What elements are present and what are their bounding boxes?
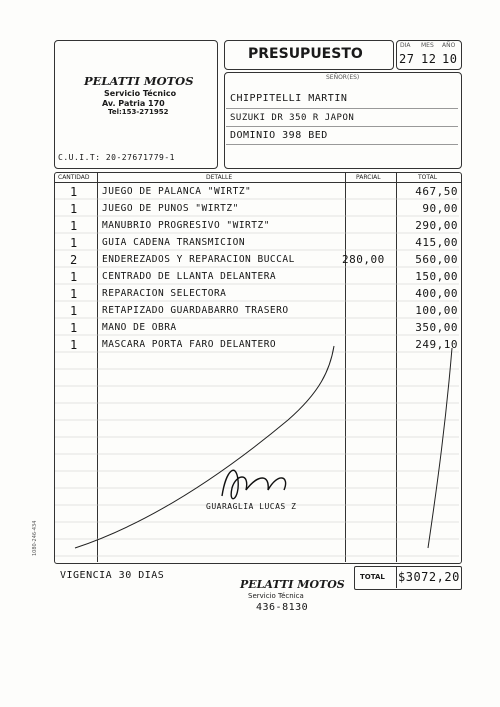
company-subtitle: Servicio Técnico — [104, 89, 177, 98]
client-name: CHIPPITELLI MARTIN — [230, 93, 348, 104]
client-label: SEÑOR(ES) — [326, 74, 360, 81]
company-address: Av. Patria 170 — [102, 99, 165, 108]
table-row — [56, 320, 462, 336]
date-month: 12 — [421, 52, 437, 66]
row-total: 290,00 — [415, 219, 458, 232]
date-label-year: AÑO — [442, 42, 456, 49]
date-label-month: MES — [421, 42, 434, 49]
table-row — [56, 201, 462, 217]
row-detail: ENDEREZADOS Y REPARACION BUCCAL — [102, 254, 295, 265]
header-partial: PARCIAL — [356, 174, 381, 181]
date-day: 27 — [399, 52, 415, 66]
header-qty: CANTIDAD — [58, 174, 90, 181]
total-label: TOTAL — [360, 573, 385, 581]
row-total: 249,10 — [415, 338, 458, 351]
row-qty: 1 — [70, 202, 78, 216]
stamp-phone: 436-8130 — [256, 602, 309, 613]
row-detail: CENTRADO DE LLANTA DELANTERA — [102, 271, 277, 282]
row-detail: MANO DE OBRA — [102, 322, 177, 333]
cancel-stroke — [75, 346, 334, 548]
row-qty: 1 — [70, 304, 78, 318]
table-row — [56, 337, 462, 353]
row-qty: 1 — [70, 338, 78, 352]
table-row — [56, 269, 462, 285]
table-row — [56, 184, 462, 200]
row-qty: 1 — [70, 287, 78, 301]
table-row — [56, 218, 462, 234]
row-detail: JUEGO DE PALANCA "WIRTZ" — [102, 186, 252, 197]
client-plate: DOMINIO 398 BED — [230, 130, 328, 141]
row-total: 400,00 — [415, 287, 458, 300]
table-row — [56, 286, 462, 302]
table-row — [56, 235, 462, 251]
row-detail: MASCARA PORTA FARO DELANTERO — [102, 339, 277, 350]
header-detail: DETALLE — [206, 174, 233, 181]
row-total: 350,00 — [415, 321, 458, 334]
row-qty: 1 — [70, 185, 78, 199]
row-total: 150,00 — [415, 270, 458, 283]
company-cuit: C.U.I.T: 20-27671779-1 — [58, 153, 175, 162]
validity-note: VIGENCIA 30 DIAS — [60, 570, 165, 581]
stamp-sub: Servicio Técnica — [248, 592, 304, 600]
row-detail: MANUBRIO PROGRESIVO "WIRTZ" — [102, 220, 270, 231]
client-vehicle: SUZUKI DR 350 R JAPON — [230, 113, 355, 123]
row-total: 467,50 — [415, 185, 458, 198]
row-total: 560,00 — [415, 253, 458, 266]
row-detail: REPARACION SELECTORA — [102, 288, 227, 299]
date-label-day: DIA — [400, 42, 411, 49]
row-qty: 1 — [70, 219, 78, 233]
row-detail: RETAPIZADO GUARDABARRO TRASERO — [102, 305, 289, 316]
row-qty: 2 — [70, 253, 78, 267]
signature-name: GUARAGLIA LUCAS Z — [206, 502, 297, 511]
side-code: 1080-246-434 — [32, 520, 38, 556]
table-row — [56, 252, 462, 268]
table-row — [56, 303, 462, 319]
row-total: 100,00 — [415, 304, 458, 317]
total-value: $3072,20 — [398, 570, 460, 584]
row-detail: GUIA CADENA TRANSMICIÓN — [102, 237, 246, 248]
date-year: 10 — [442, 52, 458, 66]
company-phone: Tel:153-271952 — [108, 108, 169, 116]
row-qty: 1 — [70, 321, 78, 335]
stamp-name: PELATTI MOTOS — [240, 578, 345, 591]
row-detail: JUEGO DE PUÑOS "WIRTZ" — [102, 203, 239, 214]
cancel-stroke-right — [428, 348, 452, 548]
row-partial: 280,00 — [342, 253, 385, 266]
header-total: TOTAL — [418, 174, 438, 181]
doc-title: PRESUPUESTO — [248, 46, 363, 62]
company-name: PELATTI MOTOS — [84, 74, 194, 88]
total-divider — [396, 566, 397, 588]
signature-scrawl — [222, 470, 286, 498]
row-total: 415,00 — [415, 236, 458, 249]
row-qty: 1 — [70, 270, 78, 284]
row-qty: 1 — [70, 236, 78, 250]
row-total: 90,00 — [422, 202, 458, 215]
